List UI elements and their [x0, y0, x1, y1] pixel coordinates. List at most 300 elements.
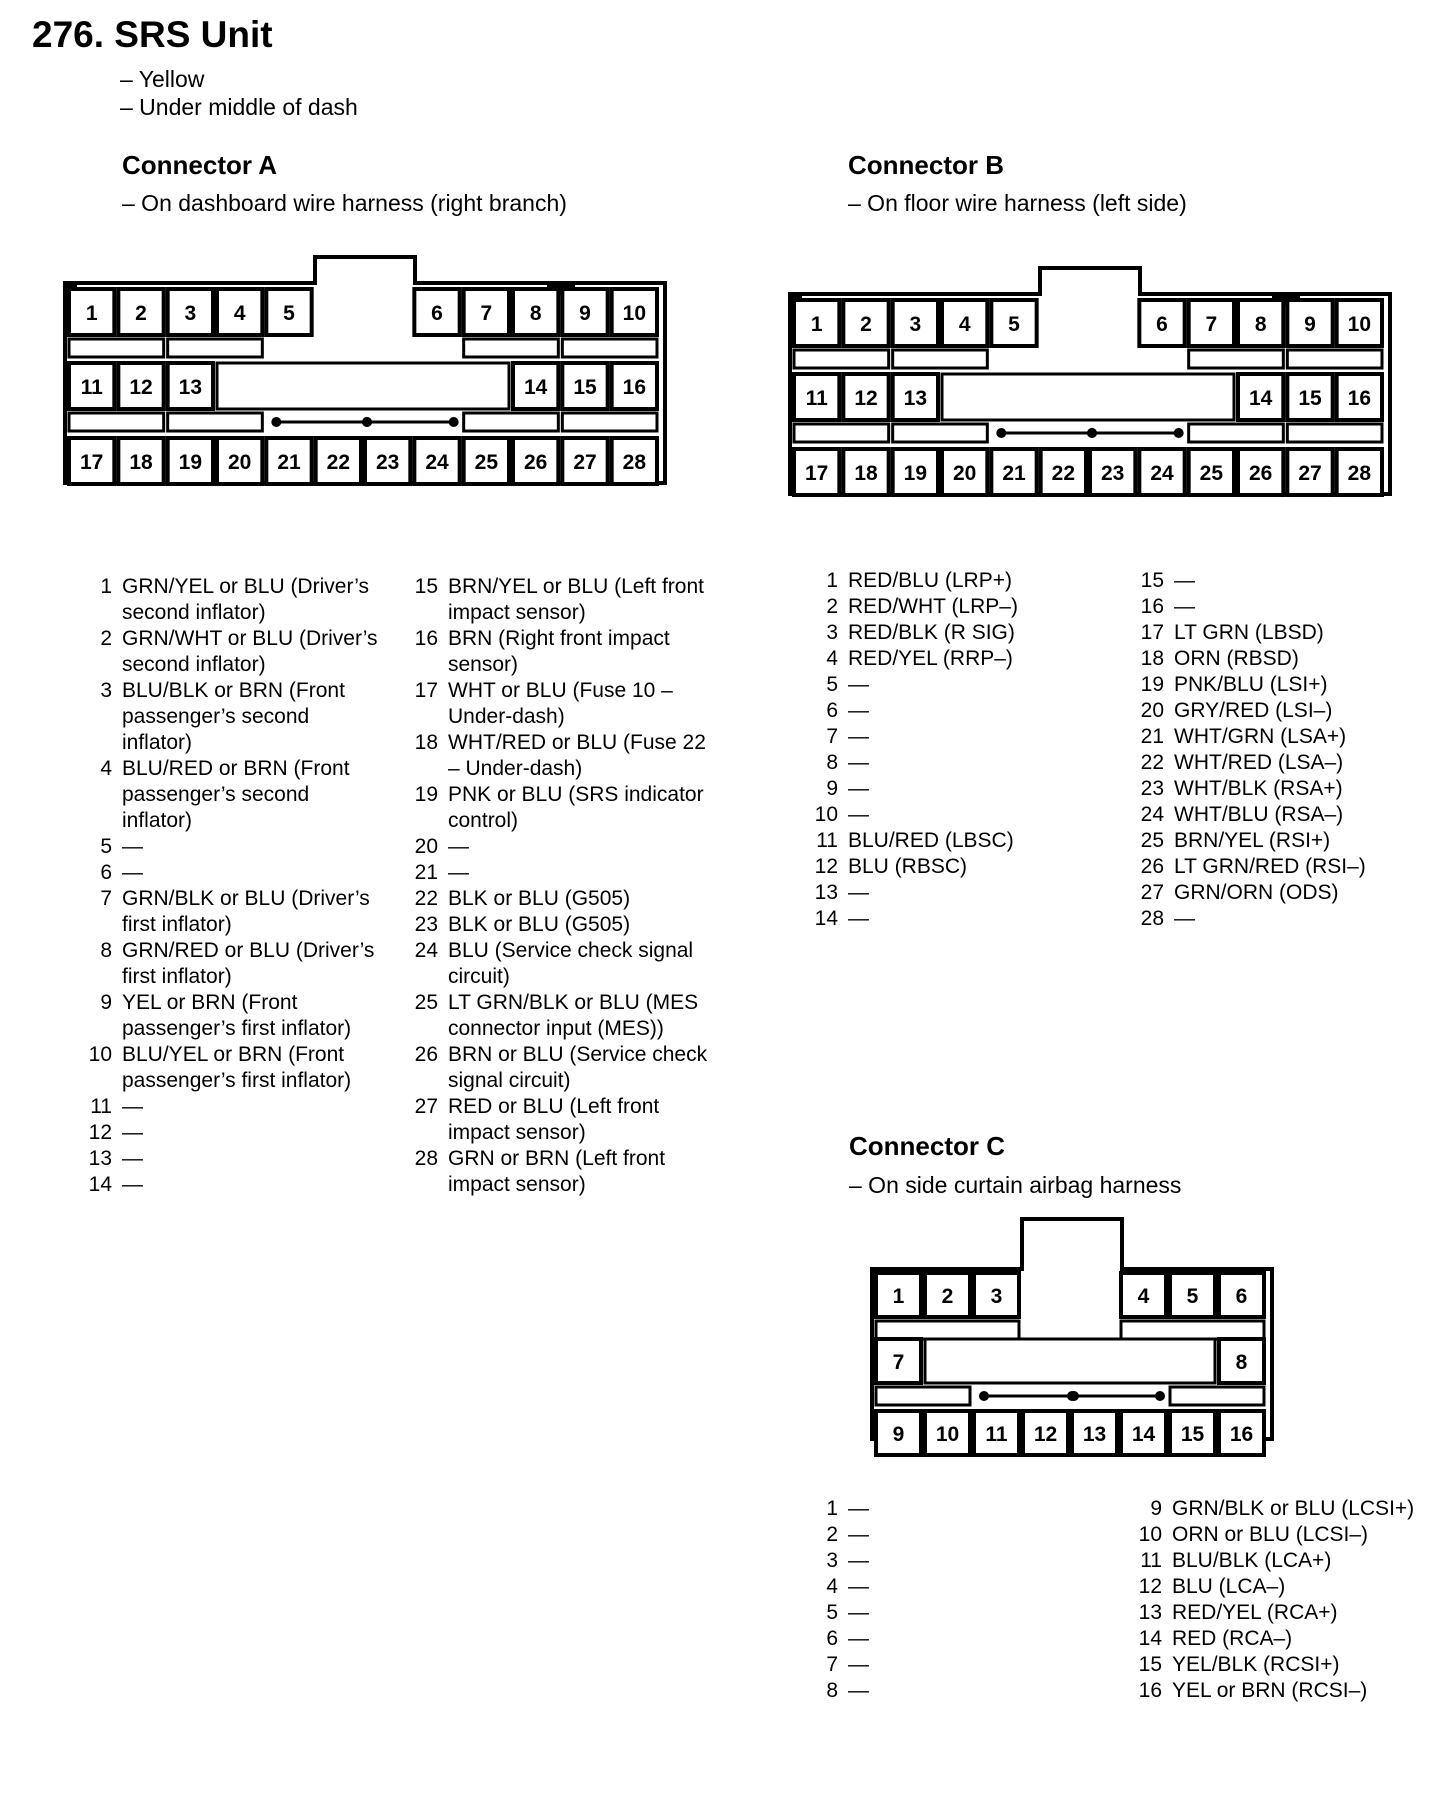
- pin-description: PNK/BLU (LSI+): [1174, 673, 1328, 696]
- cavity-number: 2: [135, 302, 147, 325]
- pin-description: —: [448, 861, 469, 884]
- cavity-number: 9: [579, 302, 591, 325]
- cavity-number: 10: [935, 1423, 960, 1446]
- housing-divider: [69, 413, 164, 431]
- pin-number: 16: [414, 627, 438, 650]
- cavity-number: 18: [129, 451, 153, 474]
- pin-number: 27: [1140, 881, 1164, 904]
- pin-entry: [1130, 828, 1430, 854]
- cavity-number: 9: [892, 1423, 905, 1446]
- pin-number: 26: [414, 1043, 438, 1066]
- cavity-number: 4: [1137, 1285, 1150, 1308]
- pin-description: —: [122, 1173, 143, 1196]
- pin-entry: [804, 1678, 1004, 1704]
- housing-divider: [1189, 424, 1284, 442]
- pin-number: 8: [826, 1679, 838, 1702]
- pin-number: 15: [1138, 1653, 1162, 1676]
- cavity-number: 3: [909, 313, 922, 336]
- cavity-number: 7: [892, 1351, 905, 1374]
- cavity-number: 12: [854, 387, 878, 410]
- shorting-bar-dot: [979, 1391, 989, 1401]
- cavity-number: 12: [129, 376, 153, 399]
- connector-a-pin-list-right: [404, 574, 714, 1198]
- pin-number: 28: [414, 1147, 438, 1170]
- pin-number: 8: [826, 751, 838, 774]
- pin-description: GRN/RED or BLU (Driver’s first inflator): [122, 939, 375, 988]
- pin-number: 13: [1138, 1601, 1162, 1624]
- cavity-number: 20: [952, 462, 977, 485]
- pin-description: —: [122, 1095, 143, 1118]
- pin-description: BLU (Service check signal circuit): [448, 939, 694, 988]
- pin-entry: [1130, 750, 1430, 776]
- page-title: 276. SRS Unit: [32, 14, 273, 55]
- pin-entry: [404, 1094, 714, 1146]
- pin-entry: [1130, 646, 1430, 672]
- pin-entry: [804, 672, 1094, 698]
- pin-entry: [78, 886, 378, 938]
- pin-description: RED/WHT (LRP–): [848, 595, 1018, 618]
- pin-entry: [804, 1496, 1004, 1522]
- pin-number: 10: [88, 1043, 112, 1066]
- cavity-number: 8: [529, 302, 542, 325]
- pin-description: —: [848, 725, 869, 748]
- pin-number: 22: [1140, 751, 1164, 774]
- pin-description: GRN/WHT or BLU (Driver’s second inflator): [122, 627, 378, 676]
- pin-entry: [804, 750, 1094, 776]
- pin-entry: [1130, 724, 1430, 750]
- pin-entry: [404, 1146, 714, 1198]
- housing-divider: [69, 339, 164, 357]
- pin-number: 18: [1140, 647, 1164, 670]
- pin-entry: [404, 834, 714, 860]
- pin-number: 5: [826, 1601, 838, 1624]
- cavity-number: 25: [474, 451, 499, 474]
- pin-number: 1: [826, 569, 838, 592]
- pin-description: —: [848, 1601, 869, 1624]
- shorting-bar-dot: [1069, 1391, 1079, 1401]
- pin-entry: [804, 568, 1094, 594]
- cavity-number: 6: [1235, 1285, 1248, 1308]
- pin-description: BLU/YEL or BRN (Front passenger’s first inflator): [122, 1043, 352, 1092]
- pin-entry: [1128, 1574, 1438, 1600]
- connector-a-pin-list-left: [78, 574, 378, 1198]
- connector-a-location: – On dashboard wire harness (right branch): [122, 190, 567, 216]
- pin-entry: [78, 1146, 378, 1172]
- pin-description: BLU/BLK or BRN (Front passenger’s second inflator): [122, 679, 345, 754]
- pin-description: —: [848, 907, 869, 930]
- pin-description: BRN/YEL or BLU (Left front impact sensor): [448, 575, 704, 624]
- shorting-bar-dot: [1174, 428, 1184, 438]
- pin-description: RED (RCA–): [1172, 1627, 1293, 1650]
- pin-description: —: [848, 673, 869, 696]
- connector-c-pin-list-right: [1128, 1496, 1438, 1704]
- pin-number: 28: [1140, 907, 1164, 930]
- housing-divider: [893, 350, 988, 368]
- pin-description: GRY/RED (LSI–): [1174, 699, 1333, 722]
- pin-number: 6: [826, 1627, 838, 1650]
- pin-number: 24: [414, 939, 438, 962]
- connector-b-pin-list-left: [804, 568, 1094, 932]
- cavity-number: 25: [1199, 462, 1224, 485]
- pin-description: —: [1174, 569, 1195, 592]
- cavity-number: 4: [958, 313, 971, 336]
- pin-number: 26: [1140, 855, 1164, 878]
- cavity-number: 13: [1082, 1423, 1107, 1446]
- pin-description: BLU/RED or BRN (Front passenger’s second inflator): [122, 757, 350, 832]
- housing-divider: [1170, 1387, 1264, 1405]
- cavity-number: 9: [1304, 313, 1316, 336]
- pin-number: 18: [414, 731, 438, 754]
- pin-entry: [1128, 1496, 1438, 1522]
- pin-description: —: [122, 1147, 143, 1170]
- pin-entry: [404, 938, 714, 990]
- pin-entry: [78, 1042, 378, 1094]
- pin-entry: [1128, 1548, 1438, 1574]
- cavity-number: 5: [283, 302, 295, 325]
- cavity-number: 12: [1033, 1423, 1058, 1446]
- pin-description: ORN (RBSD): [1174, 647, 1299, 670]
- pin-number: 2: [826, 1523, 838, 1546]
- cavity-number: 14: [1248, 387, 1273, 410]
- pin-description: RED/BLK (R SIG): [848, 621, 1015, 644]
- pin-number: 7: [826, 725, 838, 748]
- pin-number: 25: [414, 991, 438, 1014]
- pin-description: WHT or BLU (Fuse 10 – Under-dash): [448, 679, 673, 728]
- cavity-number: 17: [804, 462, 829, 485]
- cavity-number: 20: [227, 451, 252, 474]
- cavity-number: 21: [1002, 462, 1026, 485]
- housing-divider: [1287, 424, 1382, 442]
- pin-number: 15: [414, 575, 438, 598]
- cavity-number: 16: [622, 376, 647, 399]
- cavity-number: 18: [854, 462, 878, 485]
- pin-number: 10: [814, 803, 838, 826]
- pin-number: 1: [100, 575, 112, 598]
- connector-c-pin-list-left: [804, 1496, 1004, 1704]
- pin-entry: [804, 880, 1094, 906]
- pin-entry: [78, 860, 378, 886]
- pin-entry: [1130, 776, 1430, 802]
- pin-description: LT GRN (LBSD): [1174, 621, 1324, 644]
- pin-description: WHT/BLK (RSA+): [1174, 777, 1343, 800]
- cavity-number: 2: [860, 313, 872, 336]
- pin-number: 19: [414, 783, 438, 806]
- pin-number: 14: [814, 907, 838, 930]
- cavity-number: 15: [573, 376, 597, 399]
- pin-number: 12: [1138, 1575, 1162, 1598]
- pin-entry: [1130, 672, 1430, 698]
- pin-description: —: [122, 1121, 143, 1144]
- pin-description: —: [848, 1575, 869, 1598]
- cavity-number: 24: [1150, 462, 1174, 485]
- pin-number: 23: [1140, 777, 1164, 800]
- cavity-number: 10: [622, 302, 647, 325]
- cavity-number: 19: [178, 451, 203, 474]
- shorting-bar-dot: [1087, 428, 1097, 438]
- cavity-number: 22: [326, 451, 351, 474]
- connector-c-location: – On side curtain airbag harness: [849, 1172, 1182, 1198]
- housing-divider: [794, 350, 889, 368]
- connector-c-diagram: [870, 1217, 1274, 1445]
- pin-number: 24: [1140, 803, 1164, 826]
- pin-entry: [78, 574, 378, 626]
- pin-description: BLK or BLU (G505): [448, 887, 631, 910]
- pin-entry: [78, 1120, 378, 1146]
- cavity-number: 27: [573, 451, 597, 474]
- pin-entry: [804, 906, 1094, 932]
- pin-entry: [1130, 802, 1430, 828]
- pin-number: 15: [1140, 569, 1164, 592]
- pin-description: BLU (LCA–): [1172, 1575, 1286, 1598]
- cavity-number: 15: [1180, 1423, 1205, 1446]
- pin-entry: [1130, 568, 1430, 594]
- pin-description: BRN/YEL (RSI+): [1174, 829, 1331, 852]
- pin-entry: [804, 698, 1094, 724]
- housing-divider: [893, 424, 988, 442]
- cavity-number: 11: [985, 1423, 1008, 1446]
- cavity-number: 16: [1229, 1423, 1254, 1446]
- cavity-number: 26: [1248, 462, 1273, 485]
- pin-entry: [78, 626, 378, 678]
- pin-description: RED or BLU (Left front impact sensor): [448, 1095, 660, 1144]
- pin-entry: [804, 1522, 1004, 1548]
- pin-description: GRN/YEL or BLU (Driver’s second inflator): [122, 575, 369, 624]
- pin-entry: [1130, 594, 1430, 620]
- pin-number: 11: [816, 829, 838, 852]
- pin-entry: [78, 1172, 378, 1198]
- pin-entry: [1128, 1678, 1438, 1704]
- cavity-number: 14: [1131, 1423, 1156, 1446]
- pin-description: BRN (Right front impact sensor): [448, 627, 670, 676]
- pin-number: 13: [88, 1147, 112, 1170]
- pin-number: 3: [826, 1549, 838, 1572]
- pin-description: BLU (RBSC): [848, 855, 968, 878]
- cavity-number: 13: [178, 376, 203, 399]
- pin-entry: [1128, 1600, 1438, 1626]
- pin-description: —: [448, 835, 469, 858]
- pin-entry: [804, 854, 1094, 880]
- pin-entry: [1130, 906, 1430, 932]
- pin-description: —: [848, 751, 869, 774]
- cavity-number: 2: [941, 1285, 954, 1308]
- housing-divider: [562, 413, 657, 431]
- cavity-number: 23: [1100, 462, 1125, 485]
- pin-description: WHT/BLU (RSA–): [1174, 803, 1344, 826]
- pin-entry: [78, 990, 378, 1042]
- pin-description: WHT/RED (LSA–): [1174, 751, 1344, 774]
- pin-description: —: [1174, 907, 1195, 930]
- cavity-number: 28: [622, 451, 647, 474]
- pin-description: —: [848, 803, 869, 826]
- housing-divider: [464, 413, 559, 431]
- housing-divider: [217, 363, 509, 409]
- pin-description: GRN/ORN (ODS): [1174, 881, 1339, 904]
- cavity-number: 15: [1298, 387, 1322, 410]
- pin-entry: [1128, 1652, 1438, 1678]
- pin-number: 20: [1140, 699, 1164, 722]
- cavity-number: 17: [79, 451, 104, 474]
- pin-number: 25: [1140, 829, 1164, 852]
- cavity-number: 14: [523, 376, 548, 399]
- pin-number: 6: [100, 861, 112, 884]
- connector-b-diagram: [788, 266, 1390, 498]
- pin-entry: [804, 620, 1094, 646]
- pin-number: 13: [814, 881, 838, 904]
- housing-divider: [168, 339, 263, 357]
- housing-divider: [1189, 350, 1284, 368]
- pin-number: 7: [826, 1653, 838, 1676]
- pin-entry: [804, 802, 1094, 828]
- pin-entry: [404, 860, 714, 886]
- pin-number: 6: [826, 699, 838, 722]
- pin-entry: [78, 1094, 378, 1120]
- shorting-bar-dot: [449, 417, 459, 427]
- pin-entry: [404, 626, 714, 678]
- shorting-bar-dot: [996, 428, 1006, 438]
- pin-description: —: [1174, 595, 1195, 618]
- pin-entry: [404, 782, 714, 834]
- pin-description: BLK or BLU (G505): [448, 913, 631, 936]
- pin-description: —: [848, 1497, 869, 1520]
- pin-number: 22: [414, 887, 438, 910]
- pin-entry: [1128, 1522, 1438, 1548]
- connector-c-title: Connector C: [849, 1131, 1005, 1161]
- pin-number: 10: [1138, 1523, 1162, 1546]
- pin-description: —: [122, 835, 143, 858]
- pin-number: 11: [1140, 1549, 1162, 1572]
- pin-entry: [404, 886, 714, 912]
- cavity-number: 16: [1347, 387, 1372, 410]
- cavity-number: 1: [85, 302, 98, 325]
- pin-number: 12: [88, 1121, 112, 1144]
- pin-number: 17: [414, 679, 438, 702]
- pin-entry: [804, 646, 1094, 672]
- pin-entry: [404, 1042, 714, 1094]
- pin-number: 9: [100, 991, 112, 1014]
- housing-divider: [464, 339, 559, 357]
- housing-divider: [876, 1387, 970, 1405]
- connector-a-title: Connector A: [122, 150, 278, 180]
- pin-entry: [804, 1574, 1004, 1600]
- pin-number: 27: [414, 1095, 438, 1118]
- pin-description: —: [848, 777, 869, 800]
- pin-number: 4: [826, 1575, 838, 1598]
- pin-number: 7: [100, 887, 112, 910]
- pin-number: 21: [1140, 725, 1164, 748]
- cavity-number: 5: [1008, 313, 1020, 336]
- pin-description: GRN/BLK or BLU (Driver’s first inflator): [122, 887, 370, 936]
- pin-number: 14: [88, 1173, 112, 1196]
- cavity-number: 24: [425, 451, 449, 474]
- pin-description: BRN or BLU (Service check signal circuit): [448, 1043, 708, 1092]
- pin-description: LT GRN/RED (RSI–): [1174, 855, 1366, 878]
- pin-description: YEL or BRN (RCSI–): [1172, 1679, 1368, 1702]
- pin-number: 17: [1140, 621, 1164, 644]
- pin-number: 9: [826, 777, 838, 800]
- shorting-bar-dot: [271, 417, 281, 427]
- pin-entry: [404, 990, 714, 1042]
- pin-entry: [78, 938, 378, 990]
- pin-description: YEL or BRN (Front passenger’s first inflator): [122, 991, 352, 1040]
- pin-number: 14: [1138, 1627, 1162, 1650]
- pin-number: 5: [100, 835, 112, 858]
- pin-number: 4: [100, 757, 112, 780]
- connector-b-pin-list-right: [1130, 568, 1430, 932]
- pin-entry: [1130, 880, 1430, 906]
- cavity-number: 5: [1186, 1285, 1199, 1308]
- pin-description: —: [848, 1549, 869, 1572]
- pin-number: 9: [1150, 1497, 1162, 1520]
- pin-description: —: [848, 881, 869, 904]
- pin-description: GRN/BLK or BLU (LCSI+): [1172, 1497, 1415, 1520]
- housing-divider: [876, 1321, 1019, 1339]
- pin-description: BLU/RED (LBSC): [848, 829, 1014, 852]
- pin-entry: [804, 776, 1094, 802]
- cavity-number: 27: [1298, 462, 1322, 485]
- pin-description: —: [848, 1523, 869, 1546]
- pin-entry: [404, 730, 714, 782]
- cavity-number: 6: [1156, 313, 1168, 336]
- pin-number: 4: [826, 647, 838, 670]
- cavity-number: 13: [903, 387, 928, 410]
- cavity-number: 4: [233, 302, 246, 325]
- cavity-number: 28: [1347, 462, 1372, 485]
- pin-entry: [804, 594, 1094, 620]
- connector-a-diagram: [63, 255, 665, 487]
- cavity-number: 19: [903, 462, 928, 485]
- cavity-number: 11: [80, 376, 103, 399]
- pin-number: 21: [414, 861, 438, 884]
- pin-description: RED/YEL (RRP–): [848, 647, 1013, 670]
- pin-description: LT GRN/BLK or BLU (MES connector input (MES)): [448, 991, 699, 1040]
- pin-description: YEL/BLK (RCSI+): [1172, 1653, 1340, 1676]
- pin-number: 5: [826, 673, 838, 696]
- pin-entry: [804, 1600, 1004, 1626]
- cavity-number: 10: [1347, 313, 1372, 336]
- housing-divider: [925, 1339, 1215, 1383]
- pin-description: WHT/GRN (LSA+): [1174, 725, 1347, 748]
- shorting-bar-dot: [1155, 1391, 1165, 1401]
- pin-entry: [78, 834, 378, 860]
- housing-divider: [1121, 1321, 1264, 1339]
- cavity-number: 3: [990, 1285, 1003, 1308]
- pin-number: 1: [826, 1497, 838, 1520]
- pin-description: PNK or BLU (SRS indicator control): [448, 783, 704, 832]
- pin-number: 8: [100, 939, 112, 962]
- pin-description: —: [848, 1653, 869, 1676]
- pin-description: BLU/BLK (LCA+): [1172, 1549, 1332, 1572]
- pin-number: 11: [90, 1095, 112, 1118]
- pin-entry: [1130, 698, 1430, 724]
- cavity-number: 23: [375, 451, 400, 474]
- cavity-number: 3: [184, 302, 197, 325]
- cavity-number: 8: [1254, 313, 1267, 336]
- pin-entry: [1130, 620, 1430, 646]
- pin-number: 20: [414, 835, 438, 858]
- pin-entry: [804, 828, 1094, 854]
- cavity-number: 8: [1235, 1351, 1248, 1374]
- cavity-number: 26: [523, 451, 548, 474]
- housing-divider: [168, 413, 263, 431]
- pin-entry: [1130, 854, 1430, 880]
- connector-b-title: Connector B: [848, 150, 1004, 180]
- pin-entry: [804, 1548, 1004, 1574]
- pin-description: —: [848, 1679, 869, 1702]
- pin-entry: [404, 912, 714, 938]
- pin-entry: [404, 574, 714, 626]
- unit-location: – Under middle of dash: [120, 94, 358, 120]
- cavity-number: 21: [277, 451, 301, 474]
